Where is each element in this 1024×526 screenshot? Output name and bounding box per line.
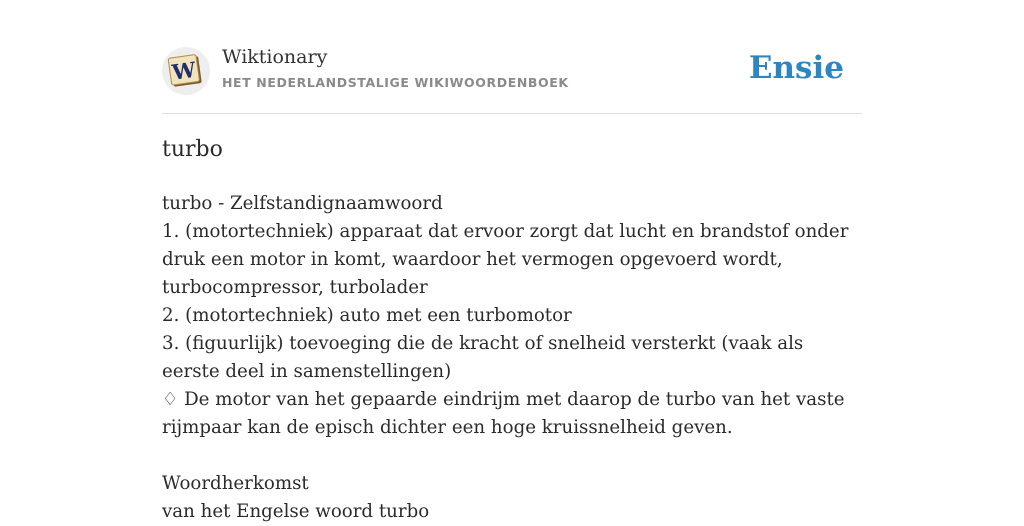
page <box>162 0 862 522</box>
etymology-heading: Woordherkomst <box>162 473 309 494</box>
example-sentence: ♢ De motor van het gepaarde eindrijm met daarop de turbo van het vaste rijmpaar kan de episch dichter een hoge kruissnelheid geven. <box>162 389 845 438</box>
site-tagline: HET NEDERLANDSTALIGE WIKIWOORDENBOEK <box>222 75 569 90</box>
spacer <box>162 442 862 470</box>
entry-heading-line: turbo - Zelfstandignaamwoord <box>162 193 443 214</box>
wiktionary-logo[interactable] <box>162 47 210 95</box>
header <box>162 0 862 114</box>
site-name[interactable]: Wiktionary <box>222 46 328 68</box>
page-title: turbo <box>162 137 223 162</box>
definition-1: 1. (motortechniek) apparaat dat ervoor zorgt dat lucht en brandstof onder druk een motor in komt, waardoor het vermogen opgevoerd wordt, turbocompressor, turbolader <box>162 221 849 298</box>
wiktionary-logo-icon <box>162 47 210 95</box>
definition-3: 3. (figuurlijk) toevoeging die de kracht of snelheid versterkt (vaak als eerste deel in samenstellingen) <box>162 333 804 382</box>
logo-letter: W <box>170 56 198 85</box>
definition-2: 2. (motortechniek) auto met een turbomotor <box>162 305 572 326</box>
entry-content <box>162 190 862 526</box>
ensie-logo[interactable]: Ensie <box>748 50 844 86</box>
etymology-text: van het Engelse woord turbo <box>162 501 430 522</box>
